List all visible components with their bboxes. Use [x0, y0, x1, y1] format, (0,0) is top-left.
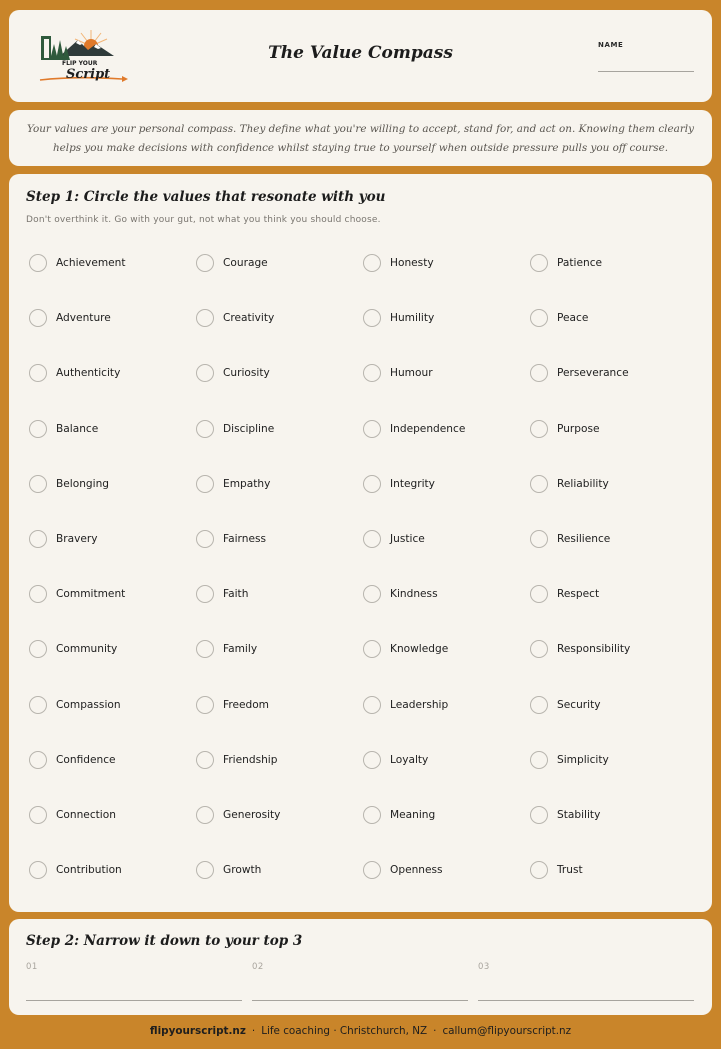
- value-circle-checkbox[interactable]: [363, 475, 381, 493]
- value-label: Simplicity: [557, 753, 609, 766]
- slot-number: 02: [252, 962, 264, 972]
- value-circle-checkbox[interactable]: [363, 806, 381, 824]
- value-circle-checkbox[interactable]: [196, 475, 214, 493]
- value-option[interactable]: [29, 805, 189, 825]
- value-circle-checkbox[interactable]: [530, 475, 548, 493]
- value-label: Freedom: [223, 698, 270, 711]
- value-label: Friendship: [223, 753, 278, 766]
- value-label: Knowledge: [390, 643, 449, 656]
- value-label: Family: [223, 643, 258, 656]
- value-circle-checkbox[interactable]: [530, 696, 548, 714]
- value-label: Community: [56, 643, 118, 656]
- value-circle-checkbox[interactable]: [29, 309, 47, 327]
- value-option[interactable]: [363, 639, 523, 659]
- value-circle-checkbox[interactable]: [196, 585, 214, 603]
- value-label: Reliability: [557, 477, 609, 490]
- value-label: Growth: [223, 864, 262, 877]
- value-label: Openness: [390, 864, 443, 877]
- value-label: Leadership: [390, 698, 449, 711]
- value-circle-checkbox[interactable]: [29, 751, 47, 769]
- value-option[interactable]: [29, 363, 189, 383]
- value-circle-checkbox[interactable]: [29, 696, 47, 714]
- footer-separator: ·: [251, 1025, 256, 1037]
- value-circle-checkbox[interactable]: [29, 530, 47, 548]
- value-circle-checkbox[interactable]: [363, 254, 381, 272]
- value-option[interactable]: [196, 308, 356, 328]
- header-card: [9, 10, 712, 102]
- value-option[interactable]: [196, 639, 356, 659]
- value-option[interactable]: [363, 419, 523, 439]
- value-label: Courage: [223, 257, 268, 269]
- value-circle-checkbox[interactable]: [530, 254, 548, 272]
- value-label: Meaning: [390, 809, 436, 821]
- value-circle-checkbox[interactable]: [530, 751, 548, 769]
- value-label: Purpose: [557, 422, 600, 435]
- value-circle-checkbox[interactable]: [196, 420, 214, 438]
- value-circle-checkbox[interactable]: [196, 696, 214, 714]
- value-option[interactable]: [29, 253, 189, 273]
- value-label: Resilience: [557, 533, 611, 545]
- value-option[interactable]: [196, 419, 356, 439]
- value-option[interactable]: [530, 805, 690, 825]
- value-circle-checkbox[interactable]: [29, 420, 47, 438]
- value-circle-checkbox[interactable]: [530, 420, 548, 438]
- name-input-line[interactable]: [598, 71, 694, 72]
- value-option[interactable]: [530, 474, 690, 494]
- value-circle-checkbox[interactable]: [530, 364, 548, 382]
- value-circle-checkbox[interactable]: [196, 751, 214, 769]
- value-label: Generosity: [223, 809, 281, 821]
- value-label: Respect: [557, 588, 600, 601]
- slot-number: 03: [478, 962, 490, 972]
- value-option[interactable]: [363, 474, 523, 494]
- value-option[interactable]: [29, 860, 189, 880]
- value-label: Achievement: [56, 257, 126, 269]
- svg-text:FLIP YOUR: FLIP YOUR: [62, 60, 98, 67]
- intro-card: [9, 110, 712, 166]
- value-option[interactable]: [196, 363, 356, 383]
- value-circle-checkbox[interactable]: [29, 640, 47, 658]
- value-circle-checkbox[interactable]: [29, 861, 47, 879]
- page-title: The Value Compass: [268, 43, 453, 63]
- value-circle-checkbox[interactable]: [363, 364, 381, 382]
- value-label: Discipline: [223, 422, 275, 435]
- value-circle-checkbox[interactable]: [363, 640, 381, 658]
- value-option[interactable]: [29, 639, 189, 659]
- value-label: Responsibility: [557, 643, 631, 656]
- value-label: Stability: [557, 809, 601, 821]
- footer-email[interactable]: callum@flipyourscript.nz: [442, 1025, 572, 1037]
- value-option[interactable]: [196, 253, 356, 273]
- value-label: Kindness: [390, 588, 438, 601]
- step2-title: Step 2: Narrow it down to your top 3: [26, 933, 303, 949]
- value-option[interactable]: [196, 805, 356, 825]
- value-label: Justice: [390, 533, 425, 545]
- value-circle-checkbox[interactable]: [530, 585, 548, 603]
- value-label: Loyalty: [390, 753, 429, 766]
- value-circle-checkbox[interactable]: [29, 585, 47, 603]
- value-label: Peace: [557, 312, 589, 325]
- value-label: Connection: [56, 809, 116, 821]
- step1-subtitle: Don't overthink it. Go with your gut, not what you think you should choose.: [26, 215, 381, 225]
- value-label: Contribution: [56, 864, 122, 877]
- value-label: Faith: [223, 588, 249, 601]
- value-option[interactable]: [530, 253, 690, 273]
- value-option[interactable]: [29, 308, 189, 328]
- value-label: Humility: [390, 312, 435, 325]
- value-label: Perseverance: [557, 367, 629, 380]
- value-option[interactable]: [196, 695, 356, 715]
- slot-number: 01: [26, 962, 38, 972]
- value-label: Honesty: [390, 257, 434, 269]
- value-circle-checkbox[interactable]: [363, 585, 381, 603]
- value-option[interactable]: [363, 860, 523, 880]
- value-option[interactable]: [363, 695, 523, 715]
- value-option[interactable]: [530, 308, 690, 328]
- value-circle-checkbox[interactable]: [363, 530, 381, 548]
- value-label: Bravery: [56, 533, 98, 545]
- value-circle-checkbox[interactable]: [29, 806, 47, 824]
- value-circle-checkbox[interactable]: [363, 861, 381, 879]
- step1-card: [9, 174, 712, 912]
- value-option[interactable]: [363, 750, 523, 770]
- value-circle-checkbox[interactable]: [196, 640, 214, 658]
- value-option[interactable]: [29, 695, 189, 715]
- value-label: Balance: [56, 422, 99, 435]
- value-option[interactable]: [363, 363, 523, 383]
- value-option[interactable]: [29, 529, 189, 549]
- slot-line: [478, 1000, 694, 1001]
- value-circle-checkbox[interactable]: [196, 806, 214, 824]
- value-option[interactable]: [530, 639, 690, 659]
- value-circle-checkbox[interactable]: [29, 475, 47, 493]
- value-label: Independence: [390, 422, 466, 435]
- value-option[interactable]: [196, 529, 356, 549]
- value-label: Confidence: [56, 753, 116, 766]
- value-circle-checkbox[interactable]: [363, 696, 381, 714]
- value-option[interactable]: [196, 860, 356, 880]
- value-label: Authenticity: [56, 367, 121, 380]
- value-option[interactable]: [29, 584, 189, 604]
- value-option[interactable]: [363, 308, 523, 328]
- value-option[interactable]: [363, 253, 523, 273]
- value-label: Belonging: [56, 477, 110, 490]
- footer-brand[interactable]: flipyourscript.nz: [149, 1025, 246, 1037]
- value-circle-checkbox[interactable]: [29, 364, 47, 382]
- value-option[interactable]: [530, 695, 690, 715]
- value-option[interactable]: [530, 419, 690, 439]
- value-circle-checkbox[interactable]: [530, 640, 548, 658]
- value-circle-checkbox[interactable]: [29, 254, 47, 272]
- value-option[interactable]: [530, 584, 690, 604]
- value-option[interactable]: [363, 805, 523, 825]
- value-option[interactable]: [196, 584, 356, 604]
- value-option[interactable]: [29, 750, 189, 770]
- top-value-slot-1[interactable]: [26, 962, 242, 1002]
- slot-line: [252, 1000, 468, 1001]
- value-option[interactable]: [29, 474, 189, 494]
- footer: [0, 1025, 721, 1037]
- value-option[interactable]: [196, 474, 356, 494]
- step1-title: Step 1: Circle the values that resonate with you: [26, 189, 386, 205]
- value-label: Security: [557, 698, 601, 711]
- name-label: NAME: [598, 41, 624, 49]
- value-circle-checkbox[interactable]: [530, 861, 548, 879]
- value-circle-checkbox[interactable]: [363, 309, 381, 327]
- intro-text: Your values are your personal compass. They define what you're willing to accept, stand for, and act on. Knowing them clearly helps you make decisions with confidence whilst staying true to yourself when outside pressure pulls you off course.: [27, 123, 694, 154]
- slot-line: [26, 1000, 242, 1001]
- value-label: Patience: [557, 257, 603, 269]
- value-circle-checkbox[interactable]: [530, 309, 548, 327]
- value-option[interactable]: [29, 419, 189, 439]
- value-label: Trust: [557, 864, 583, 877]
- value-option[interactable]: [363, 529, 523, 549]
- top-value-slot-2[interactable]: [252, 962, 468, 1002]
- value-label: Curiosity: [223, 367, 270, 380]
- svg-text:Script: Script: [66, 67, 111, 82]
- value-circle-checkbox[interactable]: [530, 806, 548, 824]
- value-option[interactable]: [530, 363, 690, 383]
- value-circle-checkbox[interactable]: [530, 530, 548, 548]
- value-label: Adventure: [56, 312, 111, 325]
- value-circle-checkbox[interactable]: [196, 254, 214, 272]
- value-option[interactable]: [530, 529, 690, 549]
- footer-separator: ·: [433, 1025, 437, 1037]
- value-circle-checkbox[interactable]: [196, 530, 214, 548]
- value-label: Creativity: [223, 312, 275, 325]
- value-circle-checkbox[interactable]: [363, 751, 381, 769]
- value-label: Fairness: [223, 533, 266, 545]
- value-label: Humour: [390, 367, 433, 380]
- value-label: Empathy: [223, 477, 271, 490]
- value-circle-checkbox[interactable]: [363, 420, 381, 438]
- value-option[interactable]: [363, 584, 523, 604]
- value-circle-checkbox[interactable]: [196, 861, 214, 879]
- value-circle-checkbox[interactable]: [196, 364, 214, 382]
- values-grid: [9, 174, 712, 912]
- footer-tagline: Life coaching · Christchurch, NZ: [261, 1025, 428, 1037]
- value-option[interactable]: [530, 860, 690, 880]
- step2-card: [9, 919, 712, 1015]
- value-label: Commitment: [56, 588, 126, 601]
- value-option[interactable]: [196, 750, 356, 770]
- value-option[interactable]: [530, 750, 690, 770]
- value-label: Compassion: [56, 698, 121, 711]
- value-label: Integrity: [390, 477, 435, 490]
- top-value-slot-3[interactable]: [478, 962, 694, 1002]
- value-circle-checkbox[interactable]: [196, 309, 214, 327]
